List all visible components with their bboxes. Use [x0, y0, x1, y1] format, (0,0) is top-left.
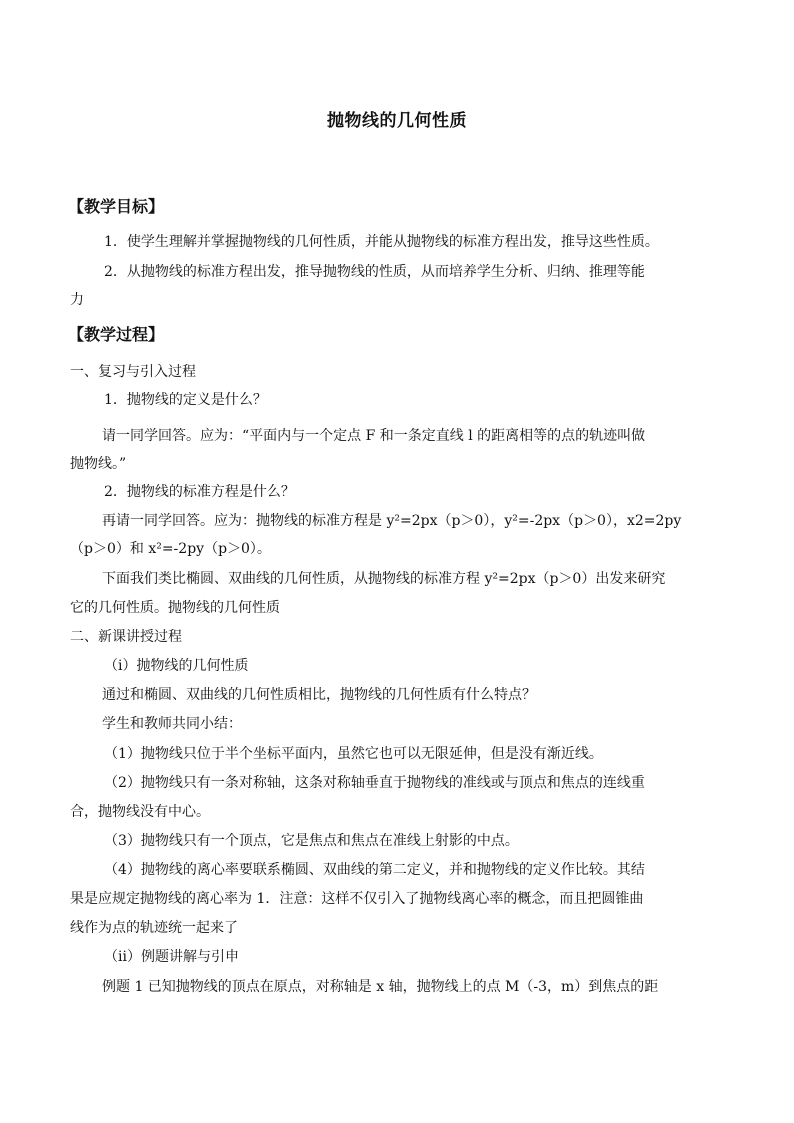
process-line: 抛物线。” [70, 456, 127, 472]
process-line: （i）抛物线的几何性质 [104, 658, 249, 674]
process-line: 合，抛物线没有中心。 [70, 804, 210, 820]
process-line: 再请一同学回答。应为：抛物线的标准方程是 y²=2px（p＞0），y²=-2px（p＞0），x2=2py [102, 513, 682, 529]
process-line: 例题 1 已知抛物线的顶点在原点，对称轴是 x 轴，抛物线上的点 M（-3，m）到焦点的距 [102, 979, 659, 995]
process-line: 下面我们类比椭圆、双曲线的几何性质，从抛物线的标准方程 y²=2px（p＞0）出发来研究 [102, 571, 666, 587]
process-line: 1．抛物线的定义是什么？ [104, 392, 267, 408]
process-line: （3）抛物线只有一个顶点，它是焦点和焦点在准线上射影的中点。 [104, 833, 519, 849]
objective-item-2: 2．从抛物线的标准方程出发，推导抛物线的性质，从而培养学生分析、归纳、推理等能 [104, 264, 645, 280]
objective-item-2-cont: 力 [70, 292, 84, 308]
process-line: （4）抛物线的离心率要联系椭圆、双曲线的第二定义，并和抛物线的定义作比较。其结 [104, 862, 645, 878]
process-line: 一、复习与引入过程 [70, 364, 196, 380]
process-line: 它的几何性质。抛物线的几何性质 [70, 600, 280, 616]
process-line: （ii）例题讲解与引申 [104, 949, 239, 965]
objective-item-1: 1．使学生理解并掌握抛物线的几何性质，并能从抛物线的标准方程出发，推导这些性质。 [104, 234, 659, 250]
process-line: 果是应规定抛物线的离心率为 1．注意：这样不仅引入了抛物线离心率的概念，而且把圆锥曲 [70, 891, 644, 907]
process-line: （p＞0）和 x²=-2py（p＞0）。 [70, 541, 271, 557]
section-heading-process: 【教学过程】 [68, 325, 165, 344]
process-line: 学生和教师共同小结： [102, 716, 242, 732]
process-line: 请一同学回答。应为：“平面内与一个定点 F 和一条定直线 l 的距离相等的点的轨迹叫做 [102, 428, 646, 444]
document-title: 抛物线的几何性质 [327, 111, 467, 131]
process-line: 通过和椭圆、双曲线的几何性质相比，抛物线的几何性质有什么特点？ [102, 687, 536, 703]
process-line: 线作为点的轨迹统一起来了 [70, 920, 238, 936]
process-line: 二、新课讲授过程 [70, 629, 182, 645]
process-line: （2）抛物线只有一条对称轴，这条对称轴垂直于抛物线的准线或与顶点和焦点的连线重 [104, 775, 645, 791]
section-heading-objectives: 【教学目标】 [68, 197, 165, 216]
process-line: 2．抛物线的标准方程是什么？ [104, 484, 295, 500]
process-line: （1）抛物线只位于半个坐标平面内，虽然它也可以无限延伸，但是没有渐近线。 [104, 746, 603, 762]
